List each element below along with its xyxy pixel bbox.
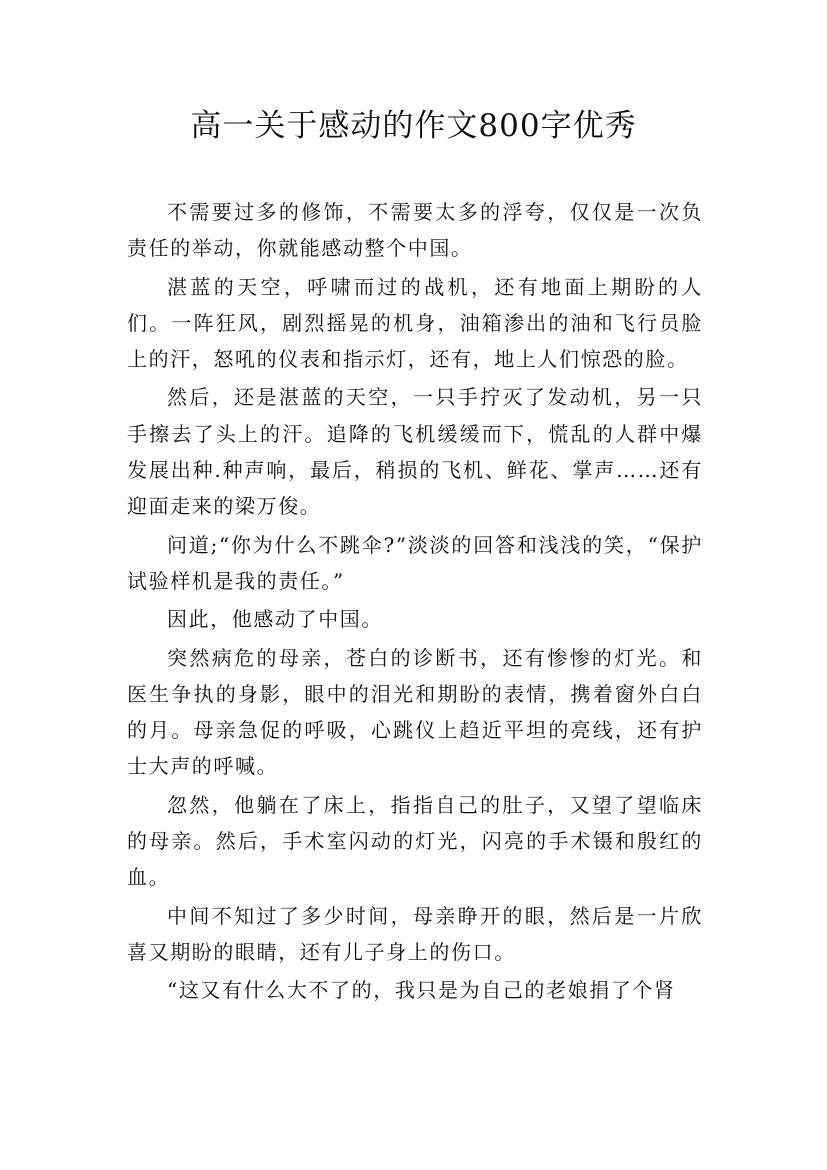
document-body [127,194,703,1011]
document-title: 高一关于感动的作文800字优秀 [190,108,637,144]
paragraph: 问道;“你为什么不跳伞?”淡淡的回答和浅浅的笑，“保护试验样机是我的责任。” [127,532,703,593]
paragraph: “这又有什么大不了的，我只是为自己的老娘捐了个肾 [167,978,676,1003]
paragraph: 忽然，他躺在了床上，指指自己的肚子，又望了望临床的母亲。然后，手术室闪动的灯光，闪亮的手术镊和殷红的血。 [127,792,703,890]
paragraph: 然后，还是湛蓝的天空，一只手拧灭了发动机，另一只手擦去了头上的汗。追降的飞机缓缓而下，慌乱的人群中爆发展出种.种声响，最后，稍损的飞机、鲜花、掌声……还有迎面走来的梁万俊。 [127,385,703,519]
paragraph: 突然病危的母亲，苍白的诊断书，还有惨惨的灯光。和医生争执的身影，眼中的泪光和期盼的表情，携着窗外白白的月。母亲急促的呼吸，心跳仪上趋近平坦的亮线，还有护士大声的呼喊。 [127,645,703,779]
paragraph: 不需要过多的修饰，不需要太多的浮夸，仅仅是一次负责任的举动，你就能感动整个中国。 [127,200,703,261]
paragraph: 湛蓝的天空，呼啸而过的战机，还有地面上期盼的人们。一阵狂风，剧烈摇晃的机身，油箱渗出的油和飞行员脸上的汗，怒吼的仪表和指示灯，还有，地上人们惊恐的脸。 [127,274,703,372]
paragraph: 中间不知过了多少时间，母亲睁开的眼，然后是一片欣喜又期盼的眼睛，还有儿子身上的伤口。 [127,903,703,964]
paragraph: 因此，他感动了中国。 [167,607,383,632]
